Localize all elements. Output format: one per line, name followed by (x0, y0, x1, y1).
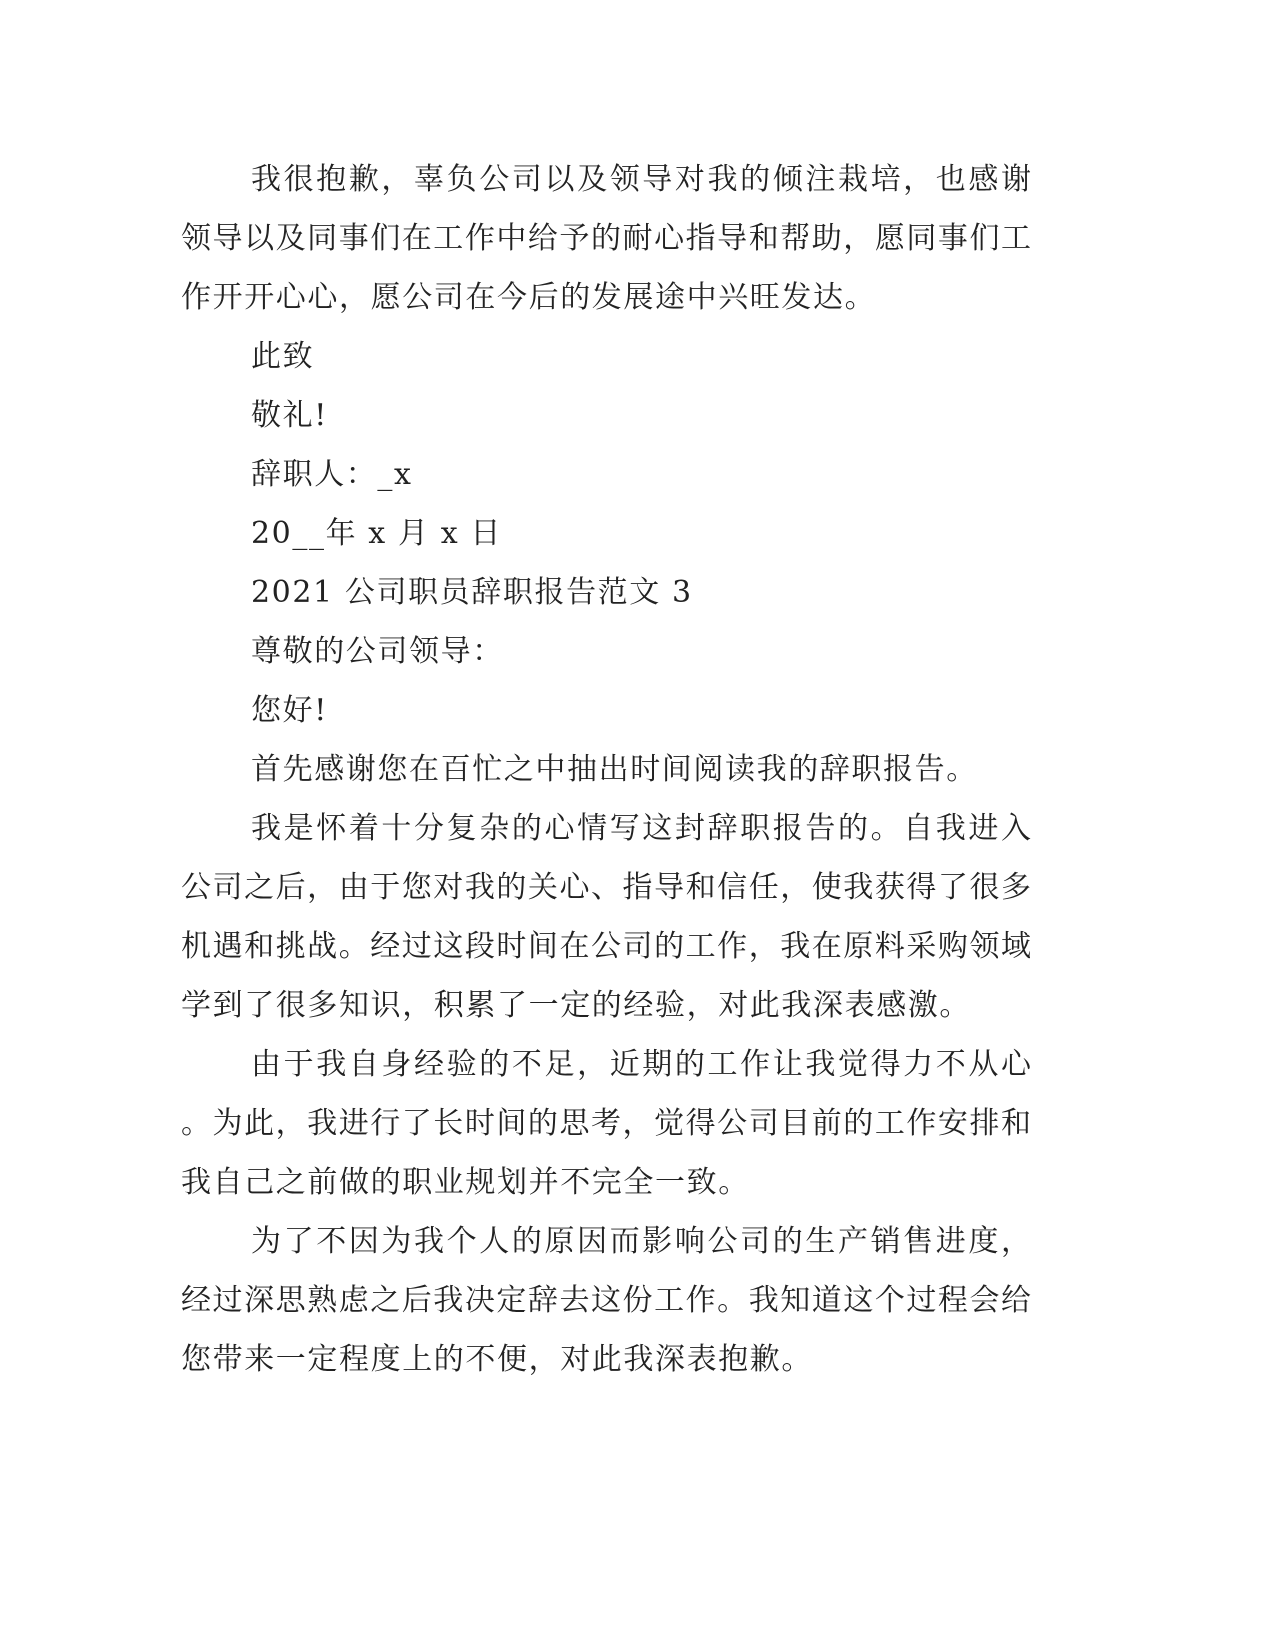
signature-line: 辞职人：_x (251, 457, 413, 492)
closing-line: 敬礼! (251, 398, 328, 433)
paragraph-line: 学到了很多知识，积累了一定的经验，对此我深表感激。 (181, 988, 971, 1023)
paragraph-line: 我自己之前做的职业规划并不完全一致。 (181, 1165, 750, 1200)
section-title: 2021 公司职员辞职报告范文 3 (251, 575, 693, 610)
date-line: 20__年 x 月 x 日 (251, 516, 502, 551)
paragraph-line: 公司之后，由于您对我的关心、指导和信任，使我获得了很多 (181, 870, 1031, 905)
paragraph-line: 经过深思熟虑之后我决定辞去这份工作。我知道这个过程会给 (181, 1283, 1031, 1318)
salutation: 尊敬的公司领导： (251, 634, 504, 669)
paragraph-line: 领导以及同事们在工作中给予的耐心指导和帮助，愿同事们工 (181, 221, 1031, 256)
paragraph-line: 为了不因为我个人的原因而影响公司的生产销售进度， (251, 1224, 1031, 1259)
closing-line: 此致 (251, 339, 315, 374)
paragraph-line: 作开开心心，愿公司在今后的发展途中兴旺发达。 (181, 280, 877, 315)
paragraph-line: 机遇和挑战。经过这段时间在公司的工作，我在原料采购领域 (181, 929, 1031, 964)
paragraph-line: 首先感谢您在百忙之中抽出时间阅读我的辞职报告。 (251, 752, 978, 787)
paragraph-line: 。为此，我进行了长时间的思考，觉得公司目前的工作安排和 (181, 1106, 1031, 1141)
paragraph-line: 您带来一定程度上的不便，对此我深表抱歉。 (181, 1342, 813, 1377)
paragraph-line: 由于我自身经验的不足，近期的工作让我觉得力不从心 (251, 1047, 1031, 1082)
paragraph-line: 我是怀着十分复杂的心情写这封辞职报告的。自我进入 (251, 811, 1031, 846)
greeting: 您好! (251, 693, 328, 728)
paragraph-line: 我很抱歉，辜负公司以及领导对我的倾注栽培，也感谢 (251, 162, 1031, 197)
